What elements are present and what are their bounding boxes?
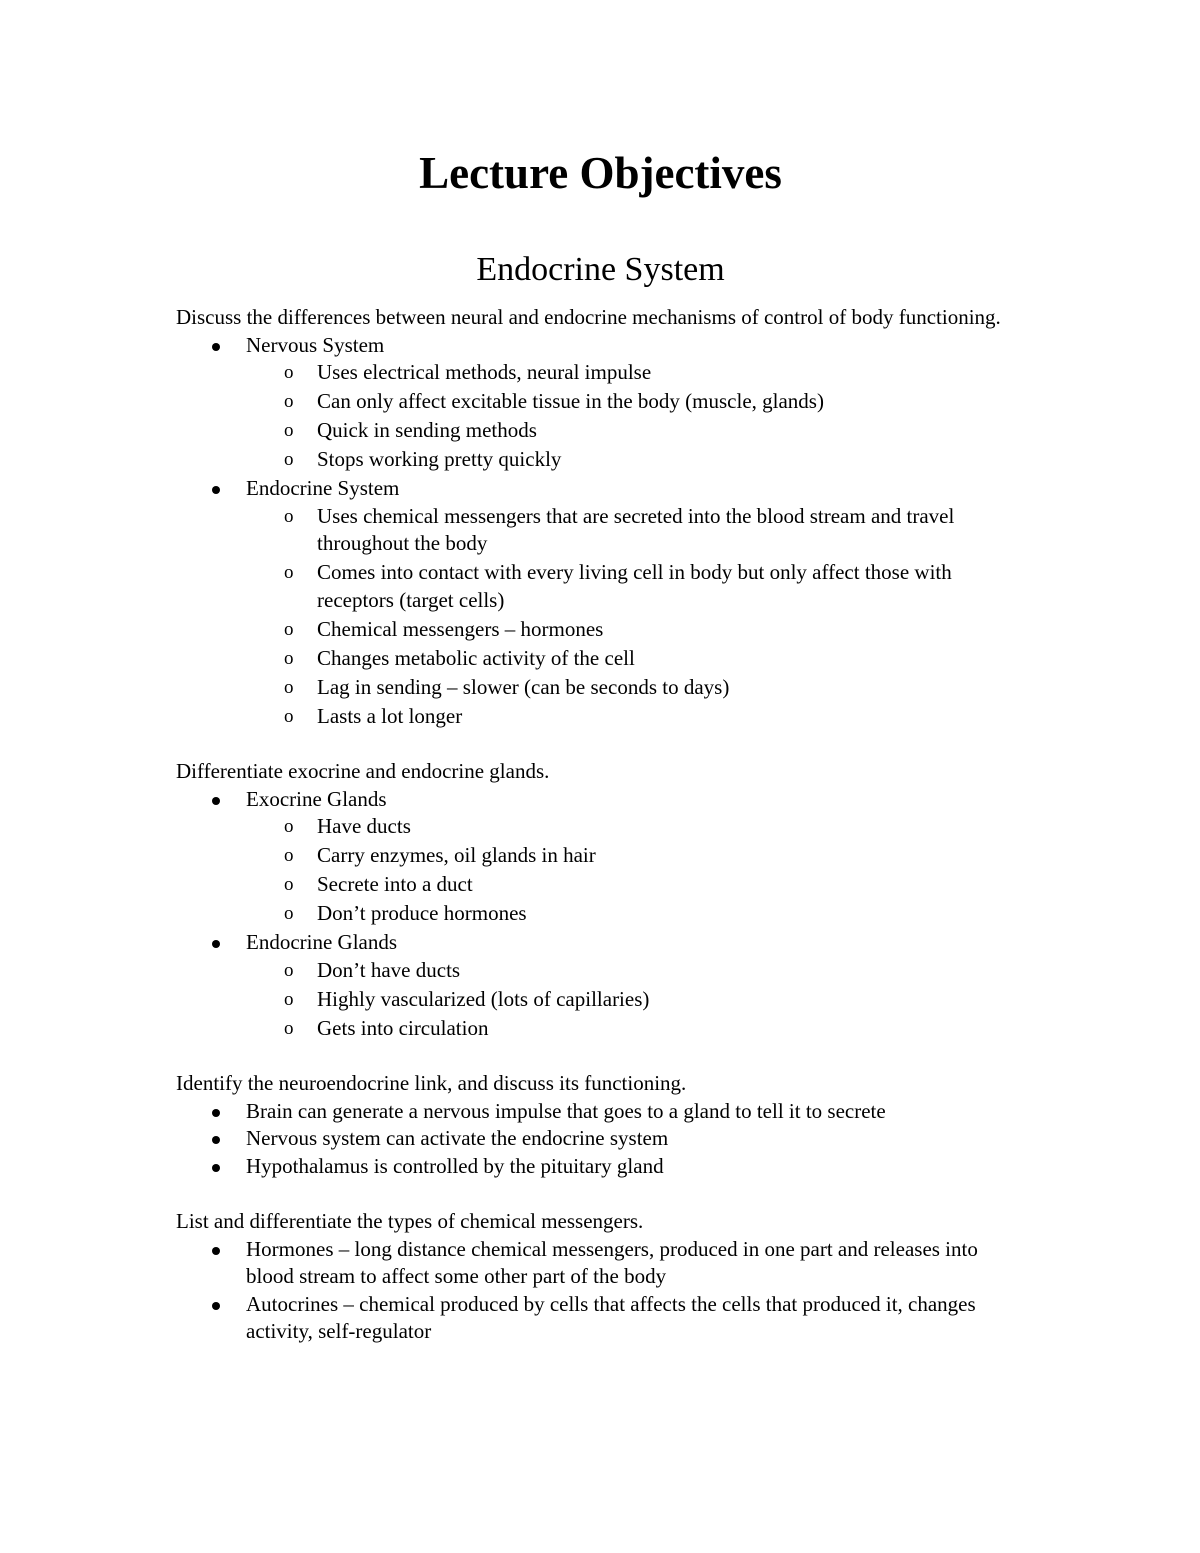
sub-bullet-text: Highly vascularized (lots of capillaries) — [317, 986, 650, 1011]
sub-bullet-item — [176, 674, 1025, 702]
document-content — [176, 298, 1025, 1346]
sub-bullet-text: Comes into contact with every living cell in body but only affect those with receptors (target cells) — [317, 560, 952, 612]
bullet-list — [176, 1236, 1025, 1346]
bullet-item — [176, 332, 1025, 474]
bullet-text: Autocrines – chemical produced by cells that affects the cells that produced it, changes activity, self-regulator — [246, 1291, 976, 1343]
hollow-circle-bullet-icon: o — [284, 647, 294, 669]
bullet-dot-icon — [212, 1109, 220, 1117]
objective-prompt: Discuss the differences between neural and endocrine mechanisms of control of body functioning. — [176, 305, 1001, 329]
bullet-item — [176, 1291, 1025, 1346]
hollow-circle-bullet-icon: o — [284, 562, 294, 583]
sub-bullet-item — [176, 813, 1025, 841]
sub-bullet-list — [176, 957, 1025, 1043]
bullet-item — [176, 1236, 1025, 1291]
sub-bullet-item — [176, 986, 1025, 1014]
sub-bullet-text: Have ducts — [317, 814, 411, 838]
sub-bullet-item — [176, 616, 1025, 644]
bullet-text: Nervous system can activate the endocrine system — [246, 1126, 669, 1150]
bullet-list — [176, 1098, 1025, 1181]
bullet-dot-icon — [212, 1302, 220, 1310]
bullet-dot-icon — [212, 486, 220, 494]
bullet-item — [176, 786, 1025, 928]
objective-section — [176, 1070, 1025, 1180]
sub-bullet-text: Don’t have ducts — [317, 957, 461, 982]
page-title: Lecture Objectives — [419, 148, 782, 198]
bullet-dot-icon — [212, 1247, 220, 1255]
sub-bullet-text: Stops working pretty quickly — [317, 447, 562, 471]
sub-bullet-item — [176, 645, 1025, 673]
bullet-list — [176, 332, 1025, 731]
bullet-dot-icon — [212, 343, 220, 351]
bullet-item — [176, 1153, 1025, 1181]
bullet-dot-icon — [212, 940, 220, 948]
sub-bullet-text: Uses chemical messengers that are secreted into the blood stream and travel throughout the body — [317, 503, 955, 555]
hollow-circle-bullet-icon: o — [284, 903, 294, 924]
bullet-text: Hormones – long distance chemical messengers, produced in one part and releases into blood stream to affect some other part of the body — [246, 1236, 978, 1288]
sub-bullet-text: Gets into circulation — [317, 1015, 489, 1040]
objective-prompt: List and differentiate the types of chemical messengers. — [176, 1209, 644, 1233]
sub-bullet-item — [176, 1015, 1025, 1043]
objective-section — [176, 758, 1025, 1042]
bullet-dot-icon — [212, 1136, 220, 1144]
bullet-text: Hypothalamus is controlled by the pituitary gland — [246, 1153, 664, 1178]
hollow-circle-bullet-icon: o — [284, 959, 294, 981]
sub-bullet-text: Quick in sending methods — [317, 418, 537, 442]
sub-bullet-item — [176, 417, 1025, 445]
hollow-circle-bullet-icon: o — [284, 816, 294, 837]
hollow-circle-bullet-icon: o — [284, 1017, 294, 1039]
sub-bullet-item — [176, 359, 1025, 387]
sub-bullet-list — [176, 813, 1025, 928]
sub-bullet-text: Lag in sending – slower (can be seconds to days) — [317, 674, 730, 699]
sub-bullet-item — [176, 388, 1025, 416]
sub-bullet-text: Lasts a lot longer — [317, 703, 463, 728]
sub-bullet-text: Secrete into a duct — [317, 872, 473, 896]
sub-bullet-text: Changes metabolic activity of the cell — [317, 645, 635, 670]
sub-bullet-item — [176, 871, 1025, 899]
bullet-item — [176, 929, 1025, 1042]
bullet-text: Nervous System — [246, 332, 385, 357]
hollow-circle-bullet-icon: o — [284, 705, 294, 727]
sub-bullet-text: Can only affect excitable tissue in the body (muscle, glands) — [317, 389, 824, 413]
sub-bullet-text: Chemical messengers – hormones — [317, 616, 604, 641]
bullet-dot-icon — [212, 797, 220, 805]
sub-bullet-list — [176, 359, 1025, 474]
hollow-circle-bullet-icon: o — [284, 449, 294, 470]
objective-prompt: Identify the neuroendocrine link, and discuss its functioning. — [176, 1071, 687, 1095]
sub-bullet-item — [176, 842, 1025, 870]
bullet-text: Exocrine Glands — [246, 786, 387, 811]
sub-bullet-list — [176, 503, 1025, 731]
bullet-item — [176, 475, 1025, 730]
hollow-circle-bullet-icon: o — [284, 874, 294, 895]
hollow-circle-bullet-icon: o — [284, 845, 294, 866]
hollow-circle-bullet-icon: o — [284, 362, 294, 383]
sub-bullet-item — [176, 703, 1025, 731]
sub-bullet-text: Carry enzymes, oil glands in hair — [317, 843, 596, 867]
bullet-item — [176, 1098, 1025, 1126]
bullet-text: Endocrine System — [246, 476, 400, 500]
sub-bullet-item — [176, 446, 1025, 474]
objective-prompt: Differentiate exocrine and endocrine glands. — [176, 759, 550, 783]
sub-bullet-item — [176, 559, 1025, 614]
hollow-circle-bullet-icon: o — [284, 676, 294, 698]
sub-bullet-item — [176, 957, 1025, 985]
objective-section — [176, 304, 1025, 730]
bullet-dot-icon — [212, 1164, 220, 1172]
hollow-circle-bullet-icon: o — [284, 618, 294, 640]
bullet-text: Brain can generate a nervous impulse that goes to a gland to tell it to secrete — [246, 1098, 886, 1123]
bullet-list — [176, 786, 1025, 1043]
bullet-item — [176, 1125, 1025, 1153]
hollow-circle-bullet-icon: o — [284, 391, 294, 412]
hollow-circle-bullet-icon: o — [284, 420, 294, 441]
page-subtitle: Endocrine System — [476, 251, 725, 288]
sub-bullet-item — [176, 900, 1025, 928]
sub-bullet-item — [176, 503, 1025, 558]
sub-bullet-text: Don’t produce hormones — [317, 901, 527, 925]
bullet-text: Endocrine Glands — [246, 930, 398, 954]
hollow-circle-bullet-icon: o — [284, 505, 294, 527]
objective-section — [176, 1208, 1025, 1346]
sub-bullet-text: Uses electrical methods, neural impulse — [317, 360, 652, 384]
hollow-circle-bullet-icon: o — [284, 988, 294, 1010]
